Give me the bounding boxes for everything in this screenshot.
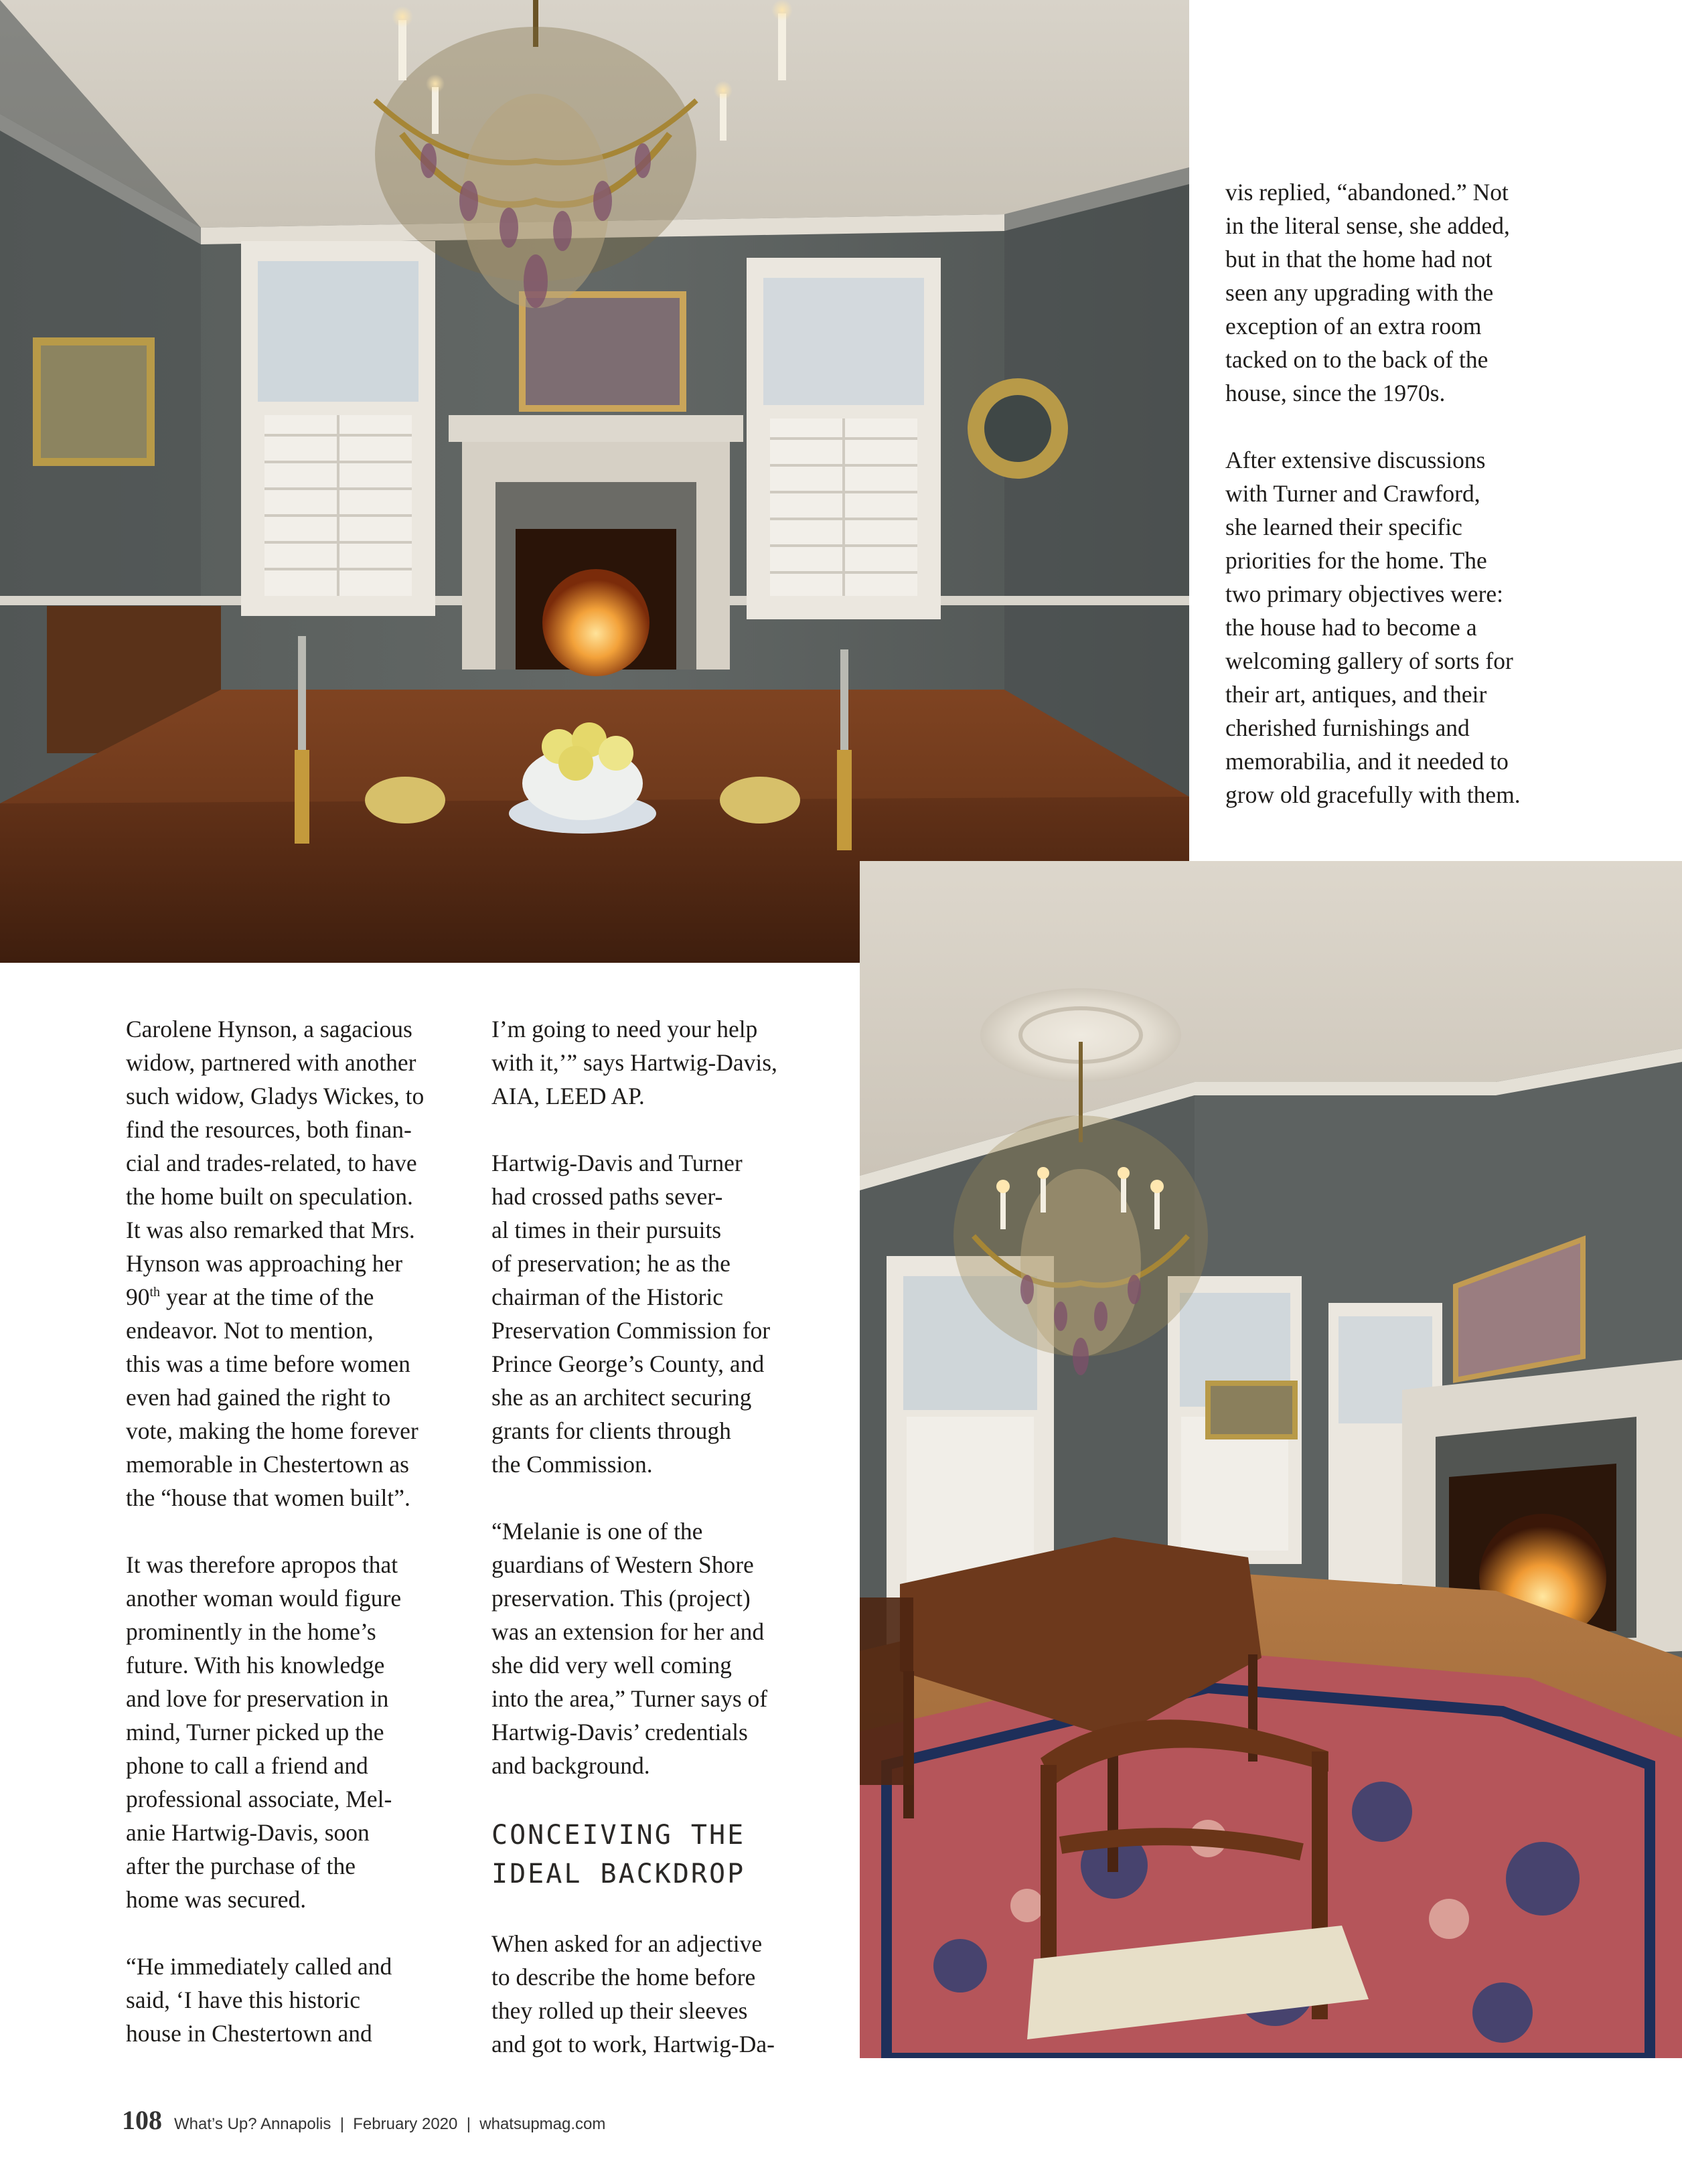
page-footer [122,2104,605,2136]
dining-room-chandelier-photo [860,861,1682,2058]
paragraph-continuation: year at the time of the endeavor. Not to mention, this was a time before women even had gained the right to vote, making the home forever memorable in Chestertown as the “house that women built”. [126,1283,418,1511]
paragraph: Hartwig-Davis and Turner had crossed paths sever- al times in their pursuits of preservation; he as the chairman of the Historic Preservation Commission for Prince George’s County, and she as an architect securing grants for clients through the Commission. [491,1150,771,1478]
publication-line: What’s Up? Annapolis | February 2020 | whatsupmag.com [174,2115,606,2133]
dining-room-fireplace-photo [0,0,1189,963]
paragraph [126,1280,474,1514]
paragraph: “Melanie is one of the guardians of Western Shore preservation. This (project) was an extension for her and she did very well coming into the area,” Turner says of Hartwig-Davis’ credentials and background. [491,1518,768,1779]
page-number: 108 [122,2105,162,2135]
section-subhead: CONCEIVING THE IDEAL BACKDROP [491,1820,746,1889]
ordinal-suffix: th [149,1285,161,1300]
paragraph: When asked for an adjective to describe the home before they rolled up their sleeves and got to work, Hartwig-Da- [491,1930,775,2057]
text-column-left [126,1012,474,2050]
paragraph: vis replied, “abandoned.” Not in the literal sense, she added, but in that the home had not seen any upgrading with the exception of an extra room tacked on to the back of the house, since the 1970s. [1225,179,1510,406]
paragraph: It was therefore apropos that another woman would figure prominently in the home’s future. With his knowledge and love for preservation in mind, Turner picked up the phone to call a friend and professional associate, Mel- anie Hartwig-Davis, soon after the purchase of the home was secured. [126,1551,402,1913]
paragraph: After extensive discussions with Turner and Crawford, she learned their specific priorities for the home. The two primary objectives were: the house had to become a welcoming gallery of sorts for their art, antiques, and their cherished furnishings and memorabilia, and it needed to grow old gracefully with them. [1225,447,1521,808]
paragraph: Carolene Hynson, a sagacious widow, partnered with another such widow, Gladys Wickes, to find the resources, both finan- cial and trades-related, to have the home built on speculation. It was also remarked that Mrs. Hynson was approaching her [126,1016,425,1277]
text-column-middle [491,1012,853,2061]
paragraph: I’m going to need your help with it,’” says Hartwig-Davis, AIA, LEED AP. [491,1016,777,1109]
paragraph: “He immediately called and said, ‘I have this historic house in Chestertown and [126,1953,392,2047]
text-column-top-right [1225,175,1654,811]
ordinal-number: 90 [126,1283,150,1310]
